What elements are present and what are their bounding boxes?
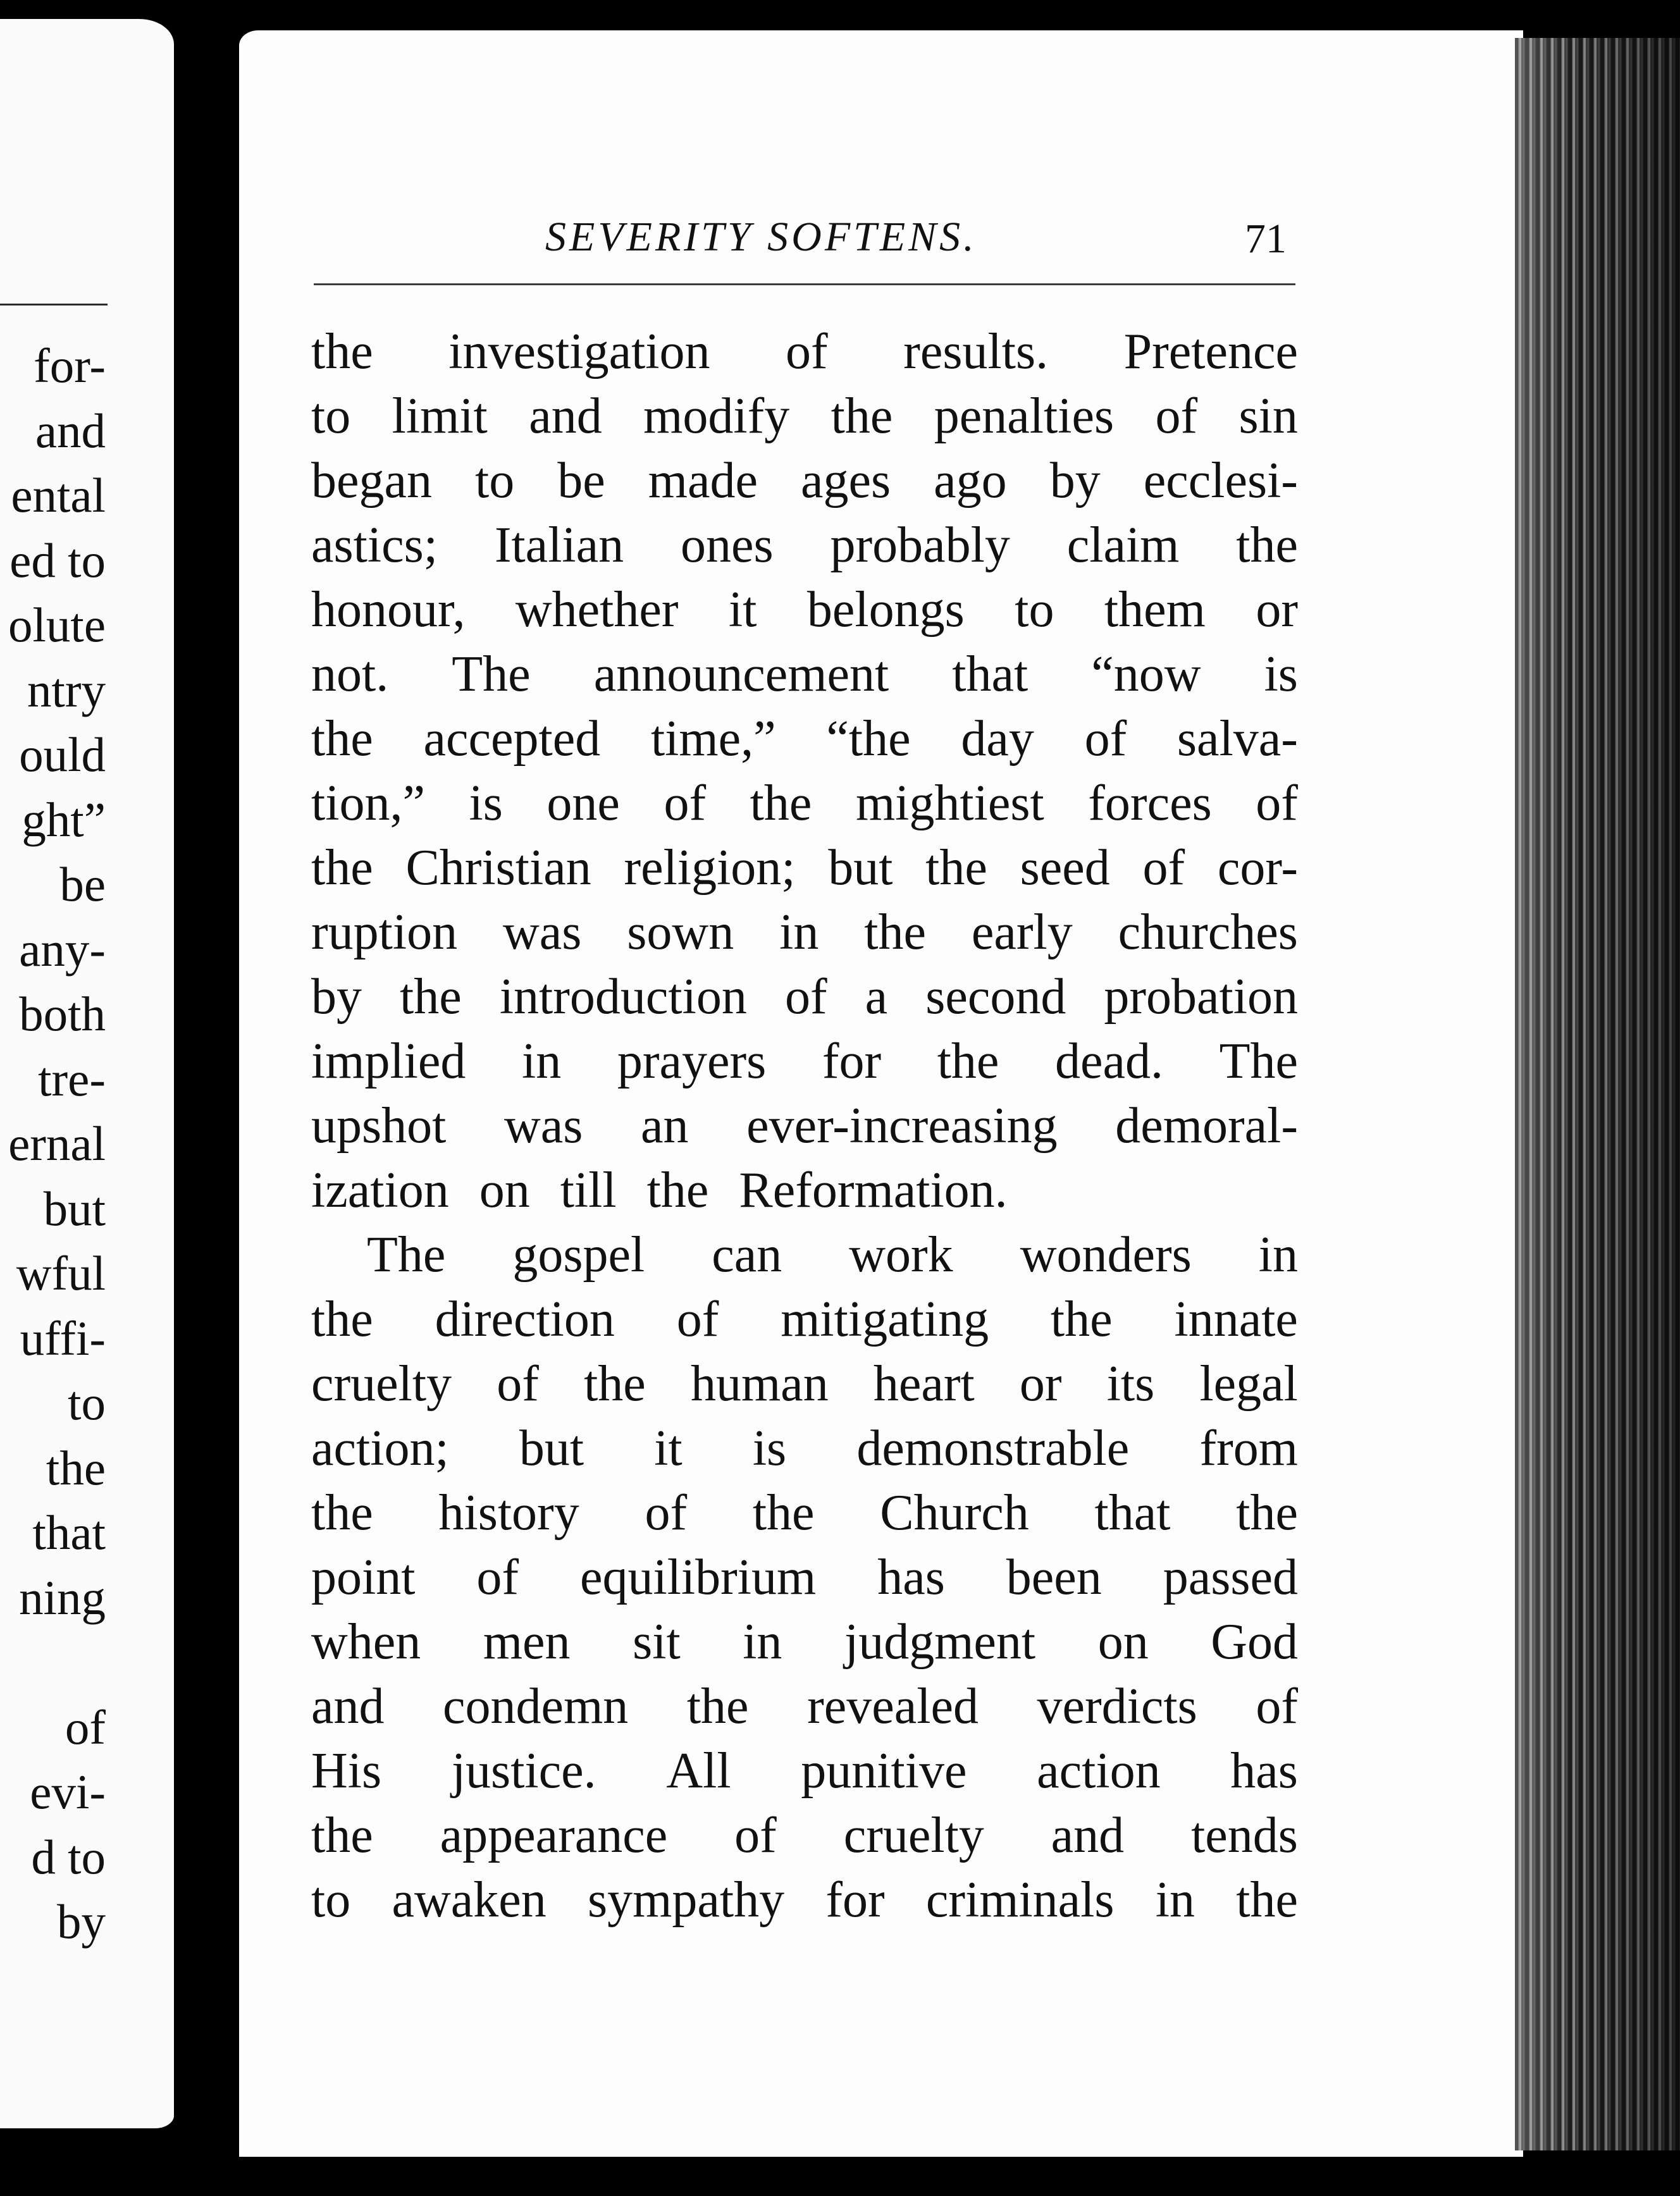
word: an [641,1098,689,1154]
word: ago [934,453,1007,509]
word: forces [1088,775,1212,831]
word: for [825,1872,885,1928]
word: but [519,1421,584,1476]
word: heart [873,1356,975,1412]
word: direction [435,1292,615,1347]
word: action; [311,1421,449,1476]
word: by [1049,453,1101,509]
left-page-fragment: ntry [27,662,106,717]
left-page-fragment: d to [31,1829,106,1884]
word: cor- [1217,840,1298,896]
word: accepted [423,711,601,767]
word: is [469,775,503,831]
text-line [311,1352,1298,1416]
word: The [1219,1033,1298,1089]
word: churches [1118,904,1298,960]
word: Christian [405,840,591,896]
left-page-fragment: that [32,1505,106,1560]
word: ages [801,453,891,509]
left-facing-page [0,19,174,2128]
left-page-fragment: evi- [30,1765,106,1819]
word: Pretence [1123,324,1298,379]
left-page-fragment: tre- [38,1051,106,1106]
text-line [311,1868,1298,1932]
word: been [1006,1550,1102,1605]
text-line [311,965,1298,1029]
word: was [502,904,582,960]
word: the [752,1485,815,1541]
word: whether [515,582,679,638]
word: Italian [494,517,624,573]
word: from [1199,1421,1298,1476]
word: its [1106,1356,1155,1412]
word: in [743,1614,782,1670]
word: men [483,1614,571,1670]
word: justice. [451,1743,596,1799]
word: ever-increasing [746,1098,1058,1154]
word: was [503,1098,583,1154]
word: of [1155,388,1198,444]
word: legal [1199,1356,1298,1412]
word: to [311,388,351,444]
word: equilibrium [579,1550,817,1605]
word: of [664,775,707,831]
word: All [666,1743,731,1799]
word: honour, [311,582,466,638]
word: astics; [311,517,438,573]
word: and [1051,1808,1125,1863]
word: His [311,1743,382,1799]
word: has [877,1550,945,1605]
text-line [311,642,1298,706]
word: the [1236,517,1298,573]
word: ruption [311,904,458,960]
word: of [476,1550,519,1605]
word: the [311,1292,373,1347]
word: the [400,969,462,1025]
text-line [311,1158,1298,1223]
book-gutter [174,0,244,2196]
word: innate [1174,1292,1298,1347]
word: God [1211,1614,1298,1670]
word: probation [1104,969,1298,1025]
word: tion,” [311,775,425,831]
word: punitive [801,1743,967,1799]
left-page-fragment: ental [11,468,106,522]
left-page-fragment: the [46,1440,106,1495]
word: sin [1238,388,1298,444]
text-line [311,513,1298,577]
word: of [734,1808,777,1863]
word: ones [681,517,774,573]
text-line [311,836,1298,900]
text-line [311,706,1298,771]
running-head-rule [314,283,1295,285]
left-page-fragment: uffi- [20,1311,106,1366]
left-page-fragment: be [59,857,106,911]
text-line-content: ization on till the Reformation. [311,1163,1008,1218]
left-page-fragment: by [57,1894,106,1949]
left-page-fragment: but [43,1181,106,1236]
text-line [311,1287,1298,1352]
word: prayers [617,1033,767,1089]
word: of [1084,711,1127,767]
word: not. [311,646,389,702]
word: modify [643,388,790,444]
left-page-fragment: and [35,403,106,458]
text-line [311,1610,1298,1674]
word: the [750,775,812,831]
left-page-fragment: olute [8,598,106,652]
word: is [752,1421,787,1476]
word: ecclesi- [1143,453,1298,509]
word: sit [633,1614,681,1670]
left-page-fragment: both [19,987,106,1041]
word: awaken [392,1872,547,1928]
word: sown [627,904,734,960]
left-page-fragment: wful [16,1246,106,1300]
word: or [1019,1356,1062,1412]
word: revealed [807,1679,979,1734]
word: investigation [448,324,710,379]
word: judgment [844,1614,1036,1670]
text-line [311,1223,1298,1287]
word: a [865,969,888,1025]
word: criminals [925,1872,1115,1928]
left-page-fragment: for- [34,338,106,393]
left-page-fragment: ernal [8,1116,106,1171]
page-edge-shading [1515,38,1680,2150]
left-page-fragment: to [68,1376,106,1430]
word: introduction [499,969,747,1025]
word: the [311,1808,373,1863]
word: and [529,388,602,444]
word: sympathy [588,1872,785,1928]
text-line [311,448,1298,513]
word: action [1037,1743,1161,1799]
word: Church [880,1485,1029,1541]
word: for [822,1033,882,1089]
word: cruelty [311,1356,452,1412]
word: be [557,453,605,509]
word: and [311,1679,385,1734]
word: to [475,453,515,509]
word: claim [1066,517,1180,573]
word: is [1264,646,1298,702]
word: in [1155,1872,1195,1928]
word: of [1256,775,1298,831]
text-line [311,1674,1298,1739]
word: “now [1091,646,1201,702]
word: demonstrable [856,1421,1130,1476]
bottom-shadow [0,2157,1680,2196]
word: history [438,1485,579,1541]
word: belongs [806,582,965,638]
word: of [786,324,828,379]
word: has [1230,1743,1298,1799]
word: in [522,1033,562,1089]
word: the [1050,1292,1113,1347]
word: the [584,1356,646,1412]
word: penalties [934,388,1115,444]
text-line [311,1739,1298,1803]
left-page-fragment: ould [19,727,106,782]
word: religion; [624,840,796,896]
word: the [686,1679,749,1734]
word: “the [826,711,911,767]
word: cruelty [843,1808,984,1863]
word: gospel [512,1227,645,1283]
word: The [452,646,531,702]
body-text [311,319,1298,1932]
word: time,” [650,711,776,767]
word: by [311,969,362,1025]
running-head: SEVERITY SOFTENS. [545,214,977,260]
word: can [712,1227,782,1283]
left-page-fragment: ght” [22,792,106,847]
left-page-fragment: of [65,1699,106,1755]
word: tends [1191,1808,1298,1863]
word: wonders [1020,1227,1192,1283]
word: The [367,1227,446,1283]
word: the [311,711,373,767]
word: the [937,1033,999,1089]
word: on [1097,1614,1149,1670]
text-line [311,1416,1298,1481]
text-line [311,1481,1298,1545]
word: early [971,904,1073,960]
word: made [648,453,758,509]
word: the [831,388,893,444]
text-line [311,900,1298,965]
word: salva- [1177,711,1298,767]
word: began [311,453,433,509]
left-page-head-rule [0,304,108,305]
word: but [828,840,893,896]
word: day [961,711,1034,767]
word: mightiest [855,775,1044,831]
word: limit [392,388,488,444]
left-page-fragment: ed to [9,533,106,588]
word: the [864,904,926,960]
word: appearance [440,1808,668,1863]
text-line [311,1803,1298,1868]
left-page-fragment: any- [19,922,106,977]
word: upshot [311,1098,447,1154]
word: of [784,969,827,1025]
word: work [849,1227,953,1283]
word: in [1258,1227,1298,1283]
word: human [690,1356,829,1412]
word: second [925,969,1066,1025]
word: the [925,840,987,896]
word: it [654,1421,682,1476]
word: that [952,646,1028,702]
left-page-fragment: ning [19,1570,106,1625]
word: the [311,1485,373,1541]
word: of [645,1485,688,1541]
text-line [311,1094,1298,1158]
text-line [311,319,1298,384]
text-line [311,771,1298,836]
word: of [1142,840,1185,896]
word: the [1236,1872,1298,1928]
word: to [1015,582,1054,638]
word: mitigating [781,1292,989,1347]
text-line [311,384,1298,448]
word: of [497,1356,539,1412]
word: it [729,582,757,638]
word: that [1094,1485,1171,1541]
word: demoral- [1115,1098,1298,1154]
word: them [1104,582,1206,638]
word: passed [1163,1550,1298,1605]
word: of [676,1292,719,1347]
text-line [311,1029,1298,1094]
word: condemn [443,1679,629,1734]
word: in [779,904,819,960]
word: verdicts [1037,1679,1197,1734]
word: announcement [593,646,889,702]
text-line [311,1545,1298,1610]
word: or [1256,582,1298,638]
word: point [311,1550,416,1605]
word: dead. [1055,1033,1164,1089]
word: probably [830,517,1010,573]
word: seed [1020,840,1110,896]
word: results. [903,324,1049,379]
page-number: 71 [1245,216,1287,262]
word: the [311,840,373,896]
word: to [311,1872,351,1928]
word: the [1236,1485,1298,1541]
text-line [311,577,1298,642]
word: of [1256,1679,1298,1734]
word: one [547,775,620,831]
word: the [311,324,373,379]
word: implied [311,1033,466,1089]
word: when [311,1614,421,1670]
